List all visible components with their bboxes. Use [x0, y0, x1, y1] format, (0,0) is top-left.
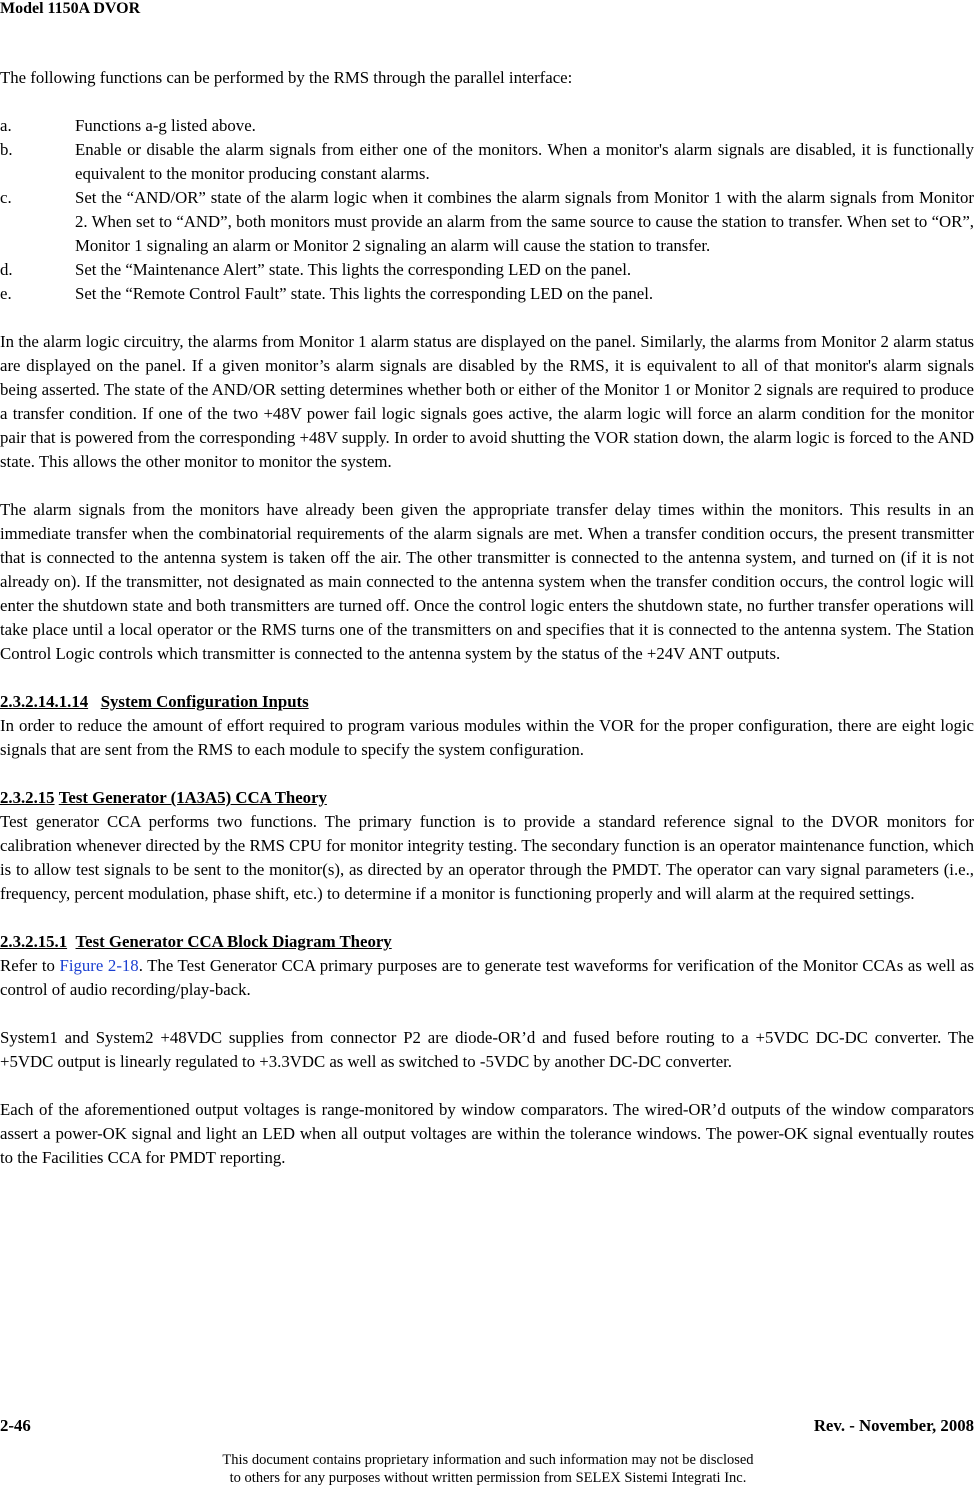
list-item-text: Functions a-g listed above.: [75, 116, 256, 135]
section-number: 2.3.2.15.1: [0, 932, 68, 951]
section-heading-test-generator: [0, 786, 974, 810]
list-item: [0, 138, 974, 186]
list-item: [0, 114, 974, 138]
list-item-label: a.: [0, 116, 12, 135]
section-title: System Configuration Inputs: [100, 692, 309, 711]
figure-link[interactable]: Figure 2-18: [59, 956, 139, 975]
test-generator-paragraph: Test generator CCA performs two functions. The primary function is to provide a standard reference signal to the DVOR monitors for calibration whenever directed by the RMS CPU for monitor integrity testing. The secondary function is an operator maintenance function, which is to allow test signals to be sent to the monitor(s), as directed by an operator through the PMDT. The operator can vary signal parameters (i.e., frequency, percent modulation, phase shift, etc.) to determine if a monitor is functioning properly and will alarm at the required settings.: [0, 812, 974, 903]
monitor-paragraph: Each of the aforementioned output voltages is range-monitored by window comparators. The wired-OR’d outputs of the window comparators assert a power-OK signal and light an LED when all output voltages are within the tolerance windows. The power-OK signal eventually routes to the Facilities CCA for PMDT reporting.: [0, 1100, 974, 1167]
list-item-text: Set the “Maintenance Alert” state. This lights the corresponding LED on the panel.: [75, 260, 632, 279]
section-heading-block-diagram: [0, 930, 974, 954]
section-heading-config-inputs: [0, 690, 974, 714]
supply-paragraph: System1 and System2 +48VDC supplies from connector P2 are diode-OR’d and fused before routing to a +5VDC DC-DC converter. The +5VDC output is linearly regulated to +3.3VDC as well as switched to -5VDC by another DC-DC converter.: [0, 1028, 974, 1071]
page-number: 2-46: [0, 1416, 31, 1435]
section-title: Test Generator (1A3A5) CCA Theory: [58, 788, 327, 807]
list-item-label: c.: [0, 188, 12, 207]
function-list: [0, 114, 974, 306]
page-header-title: Model 1150A DVOR: [0, 0, 141, 17]
list-item: [0, 186, 974, 258]
list-item: [0, 282, 974, 306]
revision-date: Rev. - November, 2008: [813, 1416, 974, 1435]
refer-suffix: . The Test Generator CCA primary purposes are to generate test waveforms for verification of the Monitor CCAs as well as control of audio recording/play-back.: [0, 956, 974, 999]
intro-paragraph: The following functions can be performed by the RMS through the parallel interface:: [0, 68, 573, 87]
proprietary-notice: [0, 1451, 976, 1487]
section-number: 2.3.2.15: [0, 788, 55, 807]
list-item-label: e.: [0, 284, 12, 303]
block-diagram-paragraph: [0, 954, 974, 1002]
config-inputs-paragraph: In order to reduce the amount of effort required to program various modules within the VOR for the proper configuration, there are eight logic signals that are sent from the RMS to each module to specify the system configuration.: [0, 716, 974, 759]
list-item-label: b.: [0, 140, 13, 159]
list-item-text: Set the “Remote Control Fault” state. This lights the corresponding LED on the panel.: [75, 284, 654, 303]
refer-prefix: Refer to: [0, 956, 60, 975]
list-item-label: d.: [0, 260, 13, 279]
transfer-paragraph: The alarm signals from the monitors have already been given the appropriate transfer delay times within the monitors. This results in an immediate transfer when the combinatorial requirements of the alarm signals are met. When a transfer condition occurs, the present transmitter that is connected to the antenna system is taken off the air. The other transmitter is connected to the antenna system, and turned on (if it is not already on). If the transmitter, not designated as main connected to the antenna system when the transfer condition occurs, the control logic will enter the shutdown state and both transmitters are turned off. Once the control logic enters the shutdown state, no further transfer operations will take place until a local operator or the RMS turns one of the transmitters on and specifies that it is connected to the antenna system. The Station Control Logic controls which transmitter is connected to the antenna system by the status of the +24V ANT outputs.: [0, 500, 974, 663]
list-item-text: Set the “AND/OR” state of the alarm logic when it combines the alarm signals from Monitor 1 with the alarm signals from Monitor 2. When set to “AND”, both monitors must provide an alarm from the same source to cause the station to transfer. When set to “OR”, Monitor 1 signaling an alarm or Monitor 2 signaling an alarm will cause the station to transfer.: [75, 188, 974, 255]
alarm-logic-paragraph: In the alarm logic circuitry, the alarms from Monitor 1 alarm status are displayed on the panel. Similarly, the alarms from Monitor 2 alarm status are displayed on the panel. If a given monitor’s alarm signals are disabled by the RMS, it is equivalent to all of that monitor's alarm signals being asserted. The state of the AND/OR setting determines whether both or either of the Monitor 1 or Monitor 2 signals are required to produce a transfer condition. If one of the two +48V power fail logic signals goes active, the alarm logic will force an alarm condition for the monitor pair that is powered from the corresponding +48V supply. In order to avoid shutting the VOR station down, the alarm logic is forced to the AND state. This allows the other monitor to monitor the system.: [0, 332, 974, 471]
list-item-text: Enable or disable the alarm signals from either one of the monitors. When a monitor's alarm signals are disabled, it is functionally equivalent to the monitor producing constant alarms.: [75, 140, 974, 183]
notice-line: This document contains proprietary information and such information may not be disclosed: [222, 1452, 754, 1468]
section-number: 2.3.2.14.1.14: [0, 692, 89, 711]
section-title: Test Generator CCA Block Diagram Theory: [75, 932, 392, 951]
document-body: [0, 66, 974, 1170]
list-item: [0, 258, 974, 282]
notice-line: to others for any purposes without written permission from SELEX Sistemi Integrati Inc.: [229, 1470, 747, 1486]
